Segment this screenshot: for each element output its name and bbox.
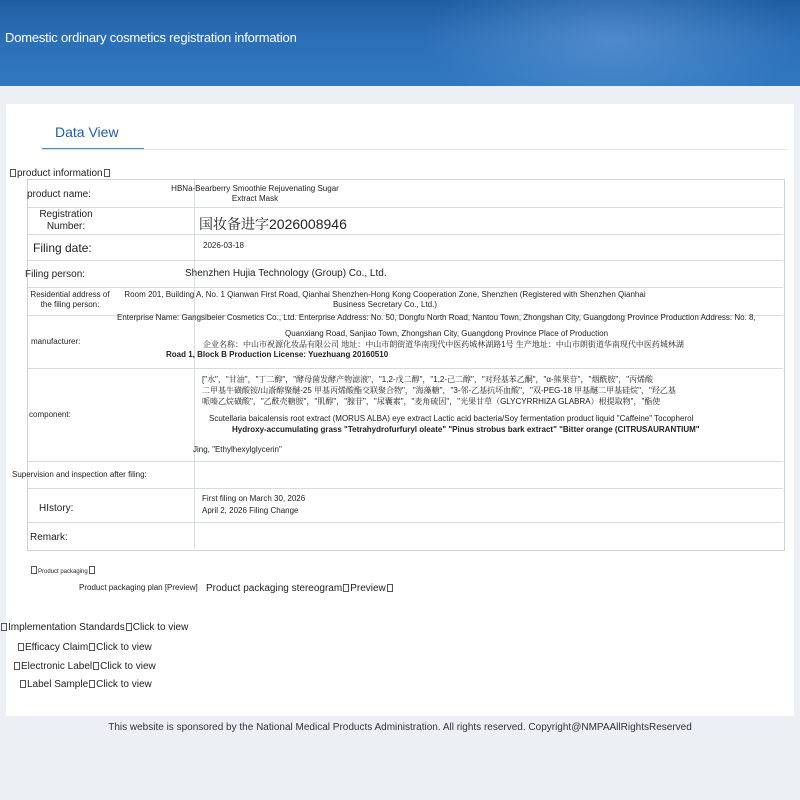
- component-line-6: Jing, "Ethylhexylglycerin": [193, 445, 282, 454]
- table-row-divider: [28, 522, 783, 523]
- component-line-2: 二甲基牛磺酸铵/山嵛醇聚醚-25 甲基丙烯酸酯交联聚合物"，"海藻糖"，"3-邻-乙基抗坏血酸"，"双-PEG-18 甲基醚二甲基硅烷"，"羟乙基: [202, 386, 676, 395]
- table-row-divider: [28, 287, 783, 288]
- manufacturer-label: manufacturer:: [31, 337, 81, 346]
- supervision-label: Supervision and inspection after filing:: [12, 470, 147, 479]
- history-label: HIstory:: [39, 503, 74, 514]
- header-banner: [0, 0, 800, 86]
- banner-glow: [420, 0, 800, 86]
- tab-divider: [42, 149, 787, 150]
- filing-date-label: Filing date:: [33, 241, 92, 255]
- packaging-heading: Product packaging: [30, 566, 96, 577]
- table-row-divider: [28, 488, 783, 489]
- packaging-stereogram-link[interactable]: Product packaging stereogram Preview: [206, 583, 394, 595]
- table-row-divider: [28, 368, 783, 369]
- residential-address-label: Residential address of the filing person:: [30, 290, 110, 309]
- product-info-heading: product information: [9, 168, 111, 180]
- history-line-1: First filing on March 30, 2026: [202, 494, 306, 503]
- implementation-standards-link[interactable]: Implementation Standards Click to view: [0, 622, 188, 634]
- page-title: Domestic ordinary cosmetics registration information: [5, 30, 297, 45]
- manufacturer-line-4: Road 1, Block B Production License: Yuezhuang 20160510: [166, 350, 389, 359]
- manufacturer-line-3: 企业名称：中山市祝源化妆品有限公司 地址：中山市朗街道华南现代中医药城林湖路1号 生产地址：中山市朗街道华南现代中医药城林湖: [203, 340, 684, 349]
- filing-date-value: 2026-03-18: [203, 241, 244, 250]
- table-row-divider: [28, 260, 783, 261]
- manufacturer-line-2: Quanxiang Road, Sanjiao Town, Zhongshan City, Guangdong Province Place of Production: [285, 329, 609, 338]
- registration-number-label: Registration Number:: [39, 209, 93, 232]
- footer-copyright: This website is sponsored by the National Medical Products Administration. All rights reserved. Copyright@NMPAAllRightsReserved: [108, 722, 692, 733]
- component-line-4: Scutellaria baicalensis root extract (MORUS ALBA) eye extract Lactic acid bacteria/Soy fermentation product liquid "Caffeine" Tocopherol: [209, 414, 694, 423]
- filing-person-value: Shenzhen Hujia Technology (Group) Co., Ltd.: [185, 268, 387, 279]
- component-label: component:: [29, 410, 71, 419]
- table-row-divider: [28, 207, 783, 208]
- residential-address-value: Room 201, Building A, No. 1 Qianwan First Road, Qianhai Shenzhen-Hong Kong Cooperation Zone, Shenzhen (Registered with Shenzhen Qianhai Business Secretary Co., Ltd.): [124, 290, 646, 309]
- component-line-5: Hydroxy-accumulating grass "Tetrahydrofurfuryl oleate" "Pinus strobus bark extract" "Bitter orange (CITRUSAURANTIUM": [232, 425, 700, 434]
- manufacturer-line-1: Enterprise Name: Gangsibeier Cosmetics Co., Ltd. Enterprise Address: No. 50, Dongfu North Road, Nantou Town, Zhongshan City, Guangdong Province Production Address: No. 8,: [117, 313, 756, 322]
- product-name-value: HBNa-Bearberry Smoothie Rejuvenating Sugar Extract Mask: [171, 184, 339, 203]
- registration-number-value: 国妆备进字2026008946: [199, 216, 347, 232]
- table-column-divider: [194, 180, 195, 549]
- filing-person-label: Filing person:: [25, 269, 86, 280]
- label-sample-link[interactable]: Label Sample Click to view: [19, 679, 152, 691]
- packaging-plan-link[interactable]: Product packaging plan [Preview]: [79, 583, 198, 592]
- component-line-1: ["水"，"甘油"，"丁二醇"，"酵母菌发酵产物滤液"，"1,2-戊二醇"，"1,2-己二醇"，"对羟基苯乙酮"，"α-熊果苷"，"烟酰胺"，"丙烯酸: [202, 375, 654, 384]
- efficacy-claim-link[interactable]: Efficacy Claim Click to view: [17, 642, 152, 654]
- table-row-divider: [28, 461, 783, 462]
- component-line-3: 哌嗪乙烷磺酸"，"乙酰壳糖胺"，"肌醇"，"腺苷"，"尿囊素"，"麦角硫因"，"光果甘草（GLYCYRRHIZA GLABRA）根提取物"，"酯使: [202, 397, 661, 406]
- product-name-label: product name:: [27, 189, 91, 200]
- history-line-2: April 2, 2026 Filing Change: [202, 506, 299, 515]
- tab-data-view[interactable]: Data View: [55, 124, 119, 140]
- table-row-divider: [28, 234, 783, 235]
- remark-label: Remark:: [30, 532, 68, 543]
- electronic-label-link[interactable]: Electronic Label Click to view: [13, 661, 156, 673]
